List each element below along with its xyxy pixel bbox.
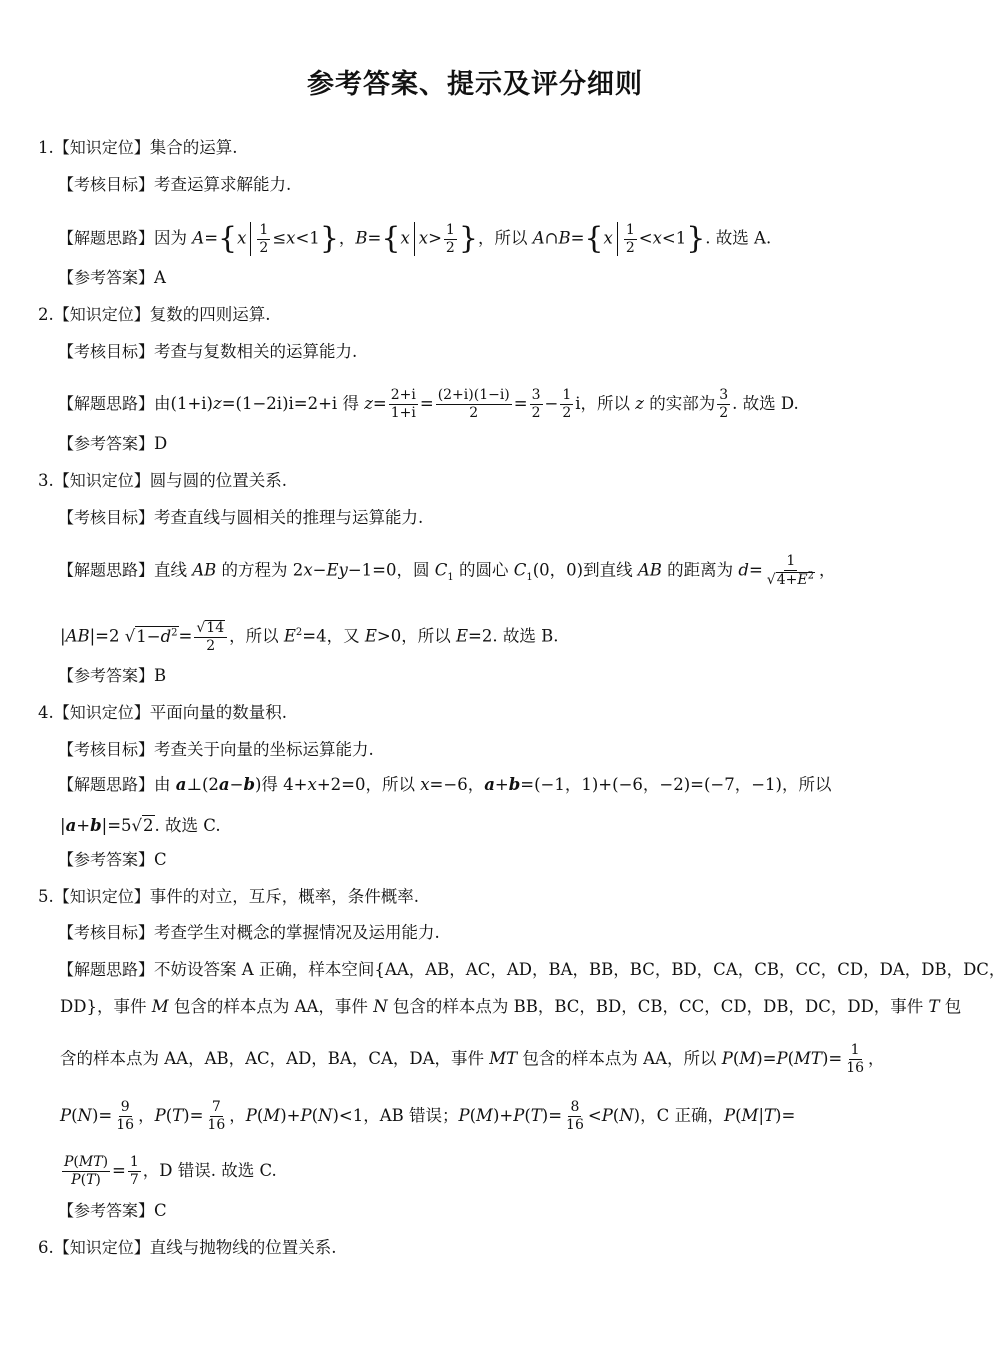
q5-idea-line <box>58 960 1005 980</box>
knowledge-tag: 【知识定位】 <box>53 887 150 906</box>
q3-idea-pre: 直线 <box>154 560 188 580</box>
idea-tag: 【解题思路】 <box>58 560 155 580</box>
q4-idea-line-2: |a+b|=5√2. 故选 C. <box>60 816 221 835</box>
q6-number: 6. <box>38 1238 54 1257</box>
q2-goal-line <box>58 342 357 362</box>
goal-tag: 【考核目标】 <box>58 175 155 194</box>
q5-knowledge: 事件的对立，互斥，概率，条件概率. <box>149 887 420 906</box>
knowledge-tag: 【知识定位】 <box>53 1238 150 1257</box>
q5-answer: C <box>154 1201 167 1220</box>
q2-idea-line: 【解题思路】由(1+i)z=(1−2i)i=2+i 得 z= $\frac{2+i}{1+i}$ = $\frac{(2+i)(1-i)}{2}$ = $\frac{3}{2}$ − $\frac{1}{2}$ i，所以 z 的实部为 $\frac{3}{2}$ . 故选 D. <box>58 387 799 421</box>
answer-tag: 【参考答案】 <box>58 268 155 287</box>
q1-idea-line: 【解题思路】因为 A={x $\frac{1}{2}$ ≤x<1}，B={x x> $\frac{1}{2}$ }，所以 A∩B={x $\frac{1}{2}$ <x<1}. 故选 A. <box>58 221 772 256</box>
idea-tag: 【解题思路】 <box>58 775 155 794</box>
q4-answer: C <box>154 850 167 869</box>
q5-goal: 考查学生对概念的掌握情况及运用能力. <box>154 923 440 942</box>
q2-number: 2. <box>38 305 54 324</box>
q5-number: 5. <box>38 887 54 906</box>
q4-number: 4. <box>38 703 54 722</box>
q5-idea-line-2: DD}，事件 M 包含的样本点为 AA，事件 N 包含的样本点为 BB，BC，BD，CB，CC，CD，DB，DC，DD，事件 T 包 <box>60 997 962 1016</box>
q1-answer-line <box>58 268 166 288</box>
q5-idea-end: ，D 错误. 故选 C. <box>142 1161 277 1180</box>
q3-knowledge: 圆与圆的位置关系. <box>149 471 288 490</box>
knowledge-tag: 【知识定位】 <box>53 138 150 157</box>
q4-idea-end: . 故选 C. <box>154 816 221 835</box>
q3-goal: 考查直线与圆相关的推理与运算能力. <box>154 508 424 527</box>
q1-number: 1. <box>38 138 54 157</box>
q3-number: 3. <box>38 471 54 490</box>
q5-knowledge-line <box>38 887 419 907</box>
q4-answer-line <box>58 850 167 870</box>
q2-goal: 考查与复数相关的运算能力. <box>154 342 358 361</box>
q3-answer-line <box>58 666 166 686</box>
idea-tag: 【解题思路】 <box>58 960 155 979</box>
q5-idea-line-3: 含的样本点为 AA，AB，AC，AD，BA，CA，DA，事件 MT 包含的样本点为 AA，所以 P(M)=P(MT)= $\frac{1}{16}$ ， <box>60 1042 885 1076</box>
knowledge-tag: 【知识定位】 <box>53 471 150 490</box>
q4-goal-line <box>58 740 374 760</box>
q6-knowledge: 直线与抛物线的位置关系. <box>149 1238 337 1257</box>
q2-answer-line <box>58 434 167 454</box>
idea-tag: 【解题思路】 <box>58 394 155 413</box>
knowledge-tag: 【知识定位】 <box>53 305 150 324</box>
q2-knowledge: 复数的四则运算. <box>149 305 271 324</box>
goal-tag: 【考核目标】 <box>58 740 155 759</box>
goal-tag: 【考核目标】 <box>58 342 155 361</box>
q6-knowledge-line <box>38 1238 337 1258</box>
q3-answer: B <box>154 666 167 685</box>
idea-tag: 【解题思路】 <box>58 228 155 248</box>
q1-idea-pre: 因为 <box>154 228 188 248</box>
q4-idea-pre: 由 <box>154 775 171 794</box>
q4-goal: 考查关于向量的坐标运算能力. <box>154 740 374 759</box>
answer-tag: 【参考答案】 <box>58 666 155 685</box>
q2-answer: D <box>154 434 168 453</box>
q3-goal-line <box>58 508 423 528</box>
knowledge-tag: 【知识定位】 <box>53 703 150 722</box>
q1-goal: 考查运算求解能力. <box>154 175 292 194</box>
q2-knowledge-line <box>38 305 271 325</box>
q5-answer-line <box>58 1201 167 1221</box>
q3-idea-end: . 故选 B. <box>492 626 559 646</box>
answer-tag: 【参考答案】 <box>58 850 155 869</box>
goal-tag: 【考核目标】 <box>58 508 155 527</box>
q1-idea-end: . 故选 A. <box>705 228 772 248</box>
answer-tag: 【参考答案】 <box>58 1201 155 1220</box>
answer-tag: 【参考答案】 <box>58 434 155 453</box>
q1-knowledge-line <box>38 138 238 158</box>
q5-idea-line-5: $\frac{P(MT)}{P(T)}$ = $\frac{1}{7}$ ，D 错误. 故选 C. <box>64 1154 277 1188</box>
q4-knowledge-line <box>38 703 287 723</box>
q4-knowledge: 平面向量的数量积. <box>149 703 288 722</box>
page-title: 参考答案、提示及评分细则 <box>307 69 643 100</box>
q3-idea-line: 【解题思路】直线 AB 的方程为 2x−Ey−1=0，圆 $C_1$ 的圆心 $C_1(0$，0)到直线 AB 的距离为 d= $\frac{1}{√4+E^2}$ ， <box>58 553 836 588</box>
q2-idea-pre: 由 <box>154 394 171 413</box>
q5-idea-1: 不妨设答案 A 正确，样本空间{AA，AB，AC，AD，BA，BB，BC，BD，CA，CB，CC，CD，DA，DB，DC， <box>154 960 1005 979</box>
q3-knowledge-line <box>38 471 287 491</box>
q5-idea-line-4: P(N)= $\frac{9}{16}$ ，P(T)= $\frac{7}{16}$ ，P(M)+P(N)<1，AB 错误；P(M)+P(T)= $\frac{8}{16}$ <P(N)，C 正确，P(M|T)= <box>60 1099 796 1133</box>
q1-answer: A <box>154 268 166 287</box>
q4-idea-line: 【解题思路】由 a⊥(2a−b)得 4+x+2=0，所以 x=−6，a+b=(−1，1)+(−6，−2)=(−7，−1)，所以 <box>58 775 832 794</box>
q1-knowledge: 集合的运算. <box>149 138 238 157</box>
q5-goal-line <box>58 923 440 943</box>
q2-idea-end: . 故选 D. <box>732 394 799 413</box>
goal-tag: 【考核目标】 <box>58 923 155 942</box>
q1-goal-line <box>58 175 291 195</box>
q3-idea-line-2: |AB|=2 $√1-d^2=$ $\frac{√14}{2}$ ，所以 $E^2=4$，又 E>0，所以 E=2. 故选 B. <box>60 620 559 654</box>
